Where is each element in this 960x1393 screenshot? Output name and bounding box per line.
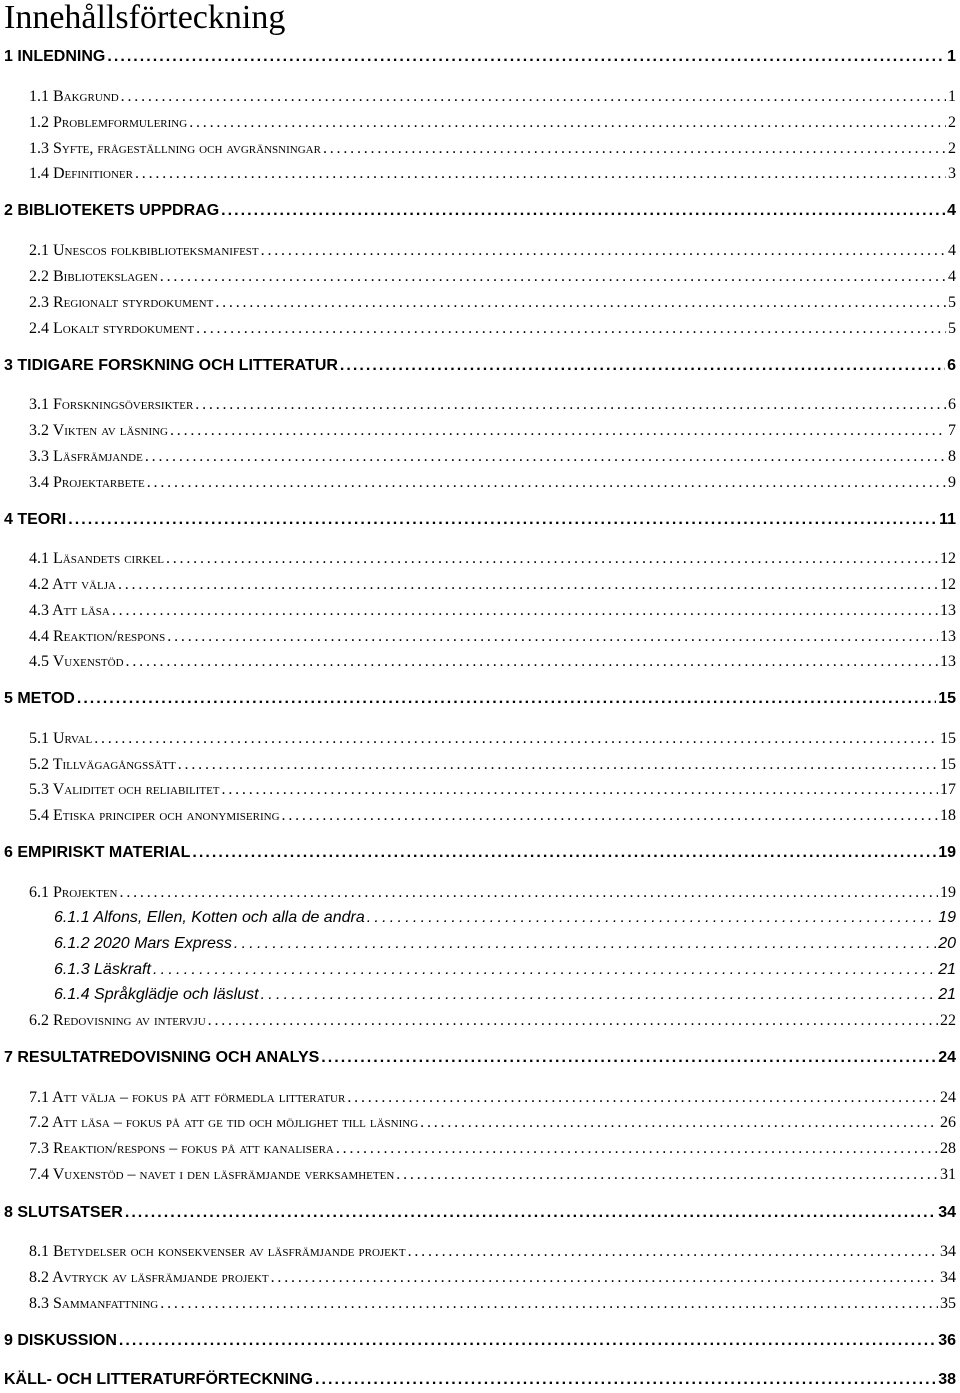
dot-leader [107,48,945,66]
toc-entry-label: 8.2 Avtryck av läsfrämjande projekt [29,1269,269,1286]
dot-leader [160,1295,938,1313]
toc-entry-6-1-3[interactable] [54,961,956,979]
toc-entry-page: 4 [948,268,956,285]
toc-entry-1-1[interactable] [29,88,956,106]
dot-leader [147,474,946,492]
toc-entry-label: 7 RESULTATREDOVISNING OCH ANALYS [4,1049,320,1066]
toc-entry-page: 12 [940,550,956,567]
dot-leader [135,165,946,183]
toc-entry-label: 9 DISKUSSION [4,1332,117,1349]
toc-entry-page: 9 [948,474,956,491]
toc-entry-page: 15 [938,690,956,707]
toc-entry-label: 6.1.3 Läskraft [54,961,151,978]
toc-entry-label: 6.1 Projekten [29,884,118,901]
dot-leader [271,1269,938,1287]
toc-entry-label: 5.1 Urval [29,730,93,747]
toc-entry-page: 1 [947,48,956,65]
dot-leader [234,935,936,953]
toc-entry-7[interactable] [4,1049,956,1067]
toc-entry-page: 15 [940,730,956,747]
toc-entry-page: 7 [948,422,956,439]
toc-entry-label: 4 TEORI [4,511,67,528]
dot-leader [321,1049,936,1067]
toc-entry-page: 2 [948,140,956,157]
toc-entry-page: 24 [938,1049,956,1066]
toc-entry-label: 3.1 Forskningsöversikter [29,396,194,413]
toc-entry-9[interactable] [4,1332,956,1350]
toc-entry-8-1[interactable] [29,1243,956,1261]
toc-entry-label: 1 INLEDNING [4,48,106,65]
toc-entry-4-3[interactable] [29,602,956,620]
dot-leader [166,550,938,568]
toc-entry-page: 19 [938,844,956,861]
dot-leader [94,730,938,748]
toc-entry-label: 4.3 Att läsa [29,602,110,619]
toc-entry-page: 34 [940,1243,956,1260]
dot-leader [145,448,946,466]
toc-entry-5-4[interactable] [29,807,956,825]
dot-leader [215,294,946,312]
dot-leader [68,511,937,529]
toc-entry-page: 19 [938,909,956,926]
toc-entry-label: 5.2 Tillvägagångssätt [29,756,176,773]
toc-entry-label: 2.2 Bibliotekslagen [29,268,158,285]
dot-leader [336,1140,938,1158]
toc-entry-page: 21 [938,961,956,978]
toc-entry-label: 7.4 Vuxenstöd – navet i den läsfrämjande verksamheten [29,1166,395,1183]
dot-leader [119,1332,936,1350]
toc-entry-label: 2.3 Regionalt styrdokument [29,294,214,311]
toc-entry-label: 7.1 Att välja – fokus på att förmedla litteratur [29,1089,346,1106]
toc-entry-8[interactable] [4,1204,956,1222]
dot-leader [126,653,938,671]
toc-entry-label: 1.1 Bakgrund [29,88,119,105]
toc-entry-2-3[interactable] [29,294,956,312]
dot-leader [367,909,936,927]
toc-entry-label: KÄLL- OCH LITTERATURFÖRTECKNING [4,1371,313,1388]
dot-leader [192,844,936,862]
toc-entry-page: 34 [940,1269,956,1286]
toc-entry-3-1[interactable] [29,396,956,414]
toc-entry-7-3[interactable] [29,1140,956,1158]
dot-leader [221,202,945,220]
toc-entry-5-2[interactable] [29,756,956,774]
dot-leader [195,396,946,414]
dot-leader [125,1204,936,1222]
dot-leader [261,242,946,260]
toc-entry-1[interactable] [4,48,956,66]
toc-entry-references[interactable] [4,1371,956,1389]
toc-entry-3-4[interactable] [29,474,956,492]
toc-entry-5-1[interactable] [29,730,956,748]
dot-leader [408,1243,938,1261]
dot-leader [77,690,936,708]
toc-entry-page: 26 [940,1114,956,1131]
toc-entry-2-1[interactable] [29,242,956,260]
toc-entry-6-1-1[interactable] [54,909,956,927]
toc-entry-1-2[interactable] [29,114,956,132]
toc-entry-4-1[interactable] [29,550,956,568]
toc-entry-label: 3 TIDIGARE FORSKNING OCH LITTERATUR [4,357,338,374]
dot-leader [112,602,938,620]
toc-entry-page: 6 [948,396,956,413]
toc-entry-label: 6.1.4 Språkglädje och läslust [54,986,259,1003]
toc-entry-page: 3 [948,165,956,182]
toc-entry-page: 5 [948,320,956,337]
toc-entry-3-2[interactable] [29,422,956,440]
toc-entry-page: 17 [940,781,956,798]
toc-entry-label: 6.2 Redovisning av intervju [29,1012,206,1029]
toc-entry-8-3[interactable] [29,1295,956,1313]
toc-entry-6[interactable] [4,844,956,862]
toc-entry-page: 11 [939,511,956,528]
toc-entry-label: 8 SLUTSATSER [4,1204,123,1221]
dot-leader [420,1114,938,1132]
dot-leader [323,140,946,158]
toc-entry-2-4[interactable] [29,320,956,338]
dot-leader [118,576,938,594]
toc-entry-page: 22 [940,1012,956,1029]
toc-entry-label: 2.4 Lokalt styrdokument [29,320,195,337]
toc-entry-page: 18 [940,807,956,824]
toc-entry-page: 5 [948,294,956,311]
toc-entry-3-3[interactable] [29,448,956,466]
dot-leader [153,961,936,979]
dot-leader [160,268,946,286]
dot-leader [170,422,946,440]
toc-entry-page: 15 [940,756,956,773]
toc-entry-label: 1.3 Syfte, frågeställning och avgränsningar [29,140,321,157]
dot-leader [208,1012,938,1030]
toc-entry-page: 4 [947,202,956,219]
toc-entry-label: 2 BIBLIOTEKETS UPPDRAG [4,202,220,219]
toc-entry-2-2[interactable] [29,268,956,286]
toc-entry-6-2[interactable] [29,1012,956,1030]
toc-entry-1-3[interactable] [29,140,956,158]
dot-leader [189,114,946,132]
toc-entry-label: 6.1.1 Alfons, Ellen, Kotten och alla de andra [54,909,365,926]
toc-entry-page: 8 [948,448,956,465]
dot-leader [167,628,938,646]
dot-leader [120,884,938,902]
page-title: Innehållsförteckning [4,0,286,36]
toc-entry-page: 35 [940,1295,956,1312]
toc-entry-6-1-2[interactable] [54,935,956,953]
dot-leader [282,807,938,825]
toc-entry-label: 8.3 Sammanfattning [29,1295,159,1312]
toc-entry-page: 12 [940,576,956,593]
toc-entry-label: 8.1 Betydelser och konsekvenser av läsfrämjande projekt [29,1243,406,1260]
toc-entry-label: 2.1 Unescos folkbiblioteksmanifest [29,242,259,259]
toc-entry-page: 31 [940,1166,956,1183]
dot-leader [340,357,945,375]
toc-entry-4-4[interactable] [29,628,956,646]
toc-entry-6-1[interactable] [29,884,956,902]
toc-entry-label: 6.1.2 2020 Mars Express [54,935,232,952]
toc-entry-5[interactable] [4,690,956,708]
toc-entry-label: 5.4 Etiska principer och anonymisering [29,807,280,824]
toc-entry-page: 2 [948,114,956,131]
dot-leader [178,756,938,774]
toc-entry-label: 7.3 Reaktion/respons – fokus på att kanalisera [29,1140,334,1157]
toc-entry-6-1-4[interactable] [54,986,956,1004]
toc-entry-page: 36 [938,1332,956,1349]
toc-entry-7-4[interactable] [29,1166,956,1184]
dot-leader [196,320,946,338]
toc-entry-page: 13 [940,628,956,645]
toc-entry-4-5[interactable] [29,653,956,671]
toc-entry-page: 34 [938,1204,956,1221]
toc-entry-label: 1.4 Definitioner [29,165,133,182]
toc-entry-label: 7.2 Att läsa – fokus på att ge tid och möjlighet till läsning [29,1114,419,1131]
toc-entry-7-2[interactable] [29,1114,956,1132]
toc-entry-label: 3.3 Läsfrämjande [29,448,143,465]
toc-entry-page: 6 [947,357,956,374]
toc-entry-page: 4 [948,242,956,259]
toc-entry-page: 13 [940,653,956,670]
dot-leader [396,1166,938,1184]
toc-entry-label: 4.4 Reaktion/respons [29,628,166,645]
dot-leader [315,1371,936,1389]
toc-entry-label: 4.1 Läsandets cirkel [29,550,164,567]
toc-entry-label: 5.3 Validitet och reliabilitet [29,781,220,798]
toc-entry-page: 19 [940,884,956,901]
toc-entry-3[interactable] [4,357,956,375]
toc-entry-page: 20 [938,935,956,952]
toc-entry-label: 3.4 Projektarbete [29,474,145,491]
dot-leader [222,781,938,799]
toc-entry-4-2[interactable] [29,576,956,594]
toc-entry-label: 4.5 Vuxenstöd [29,653,124,670]
toc-entry-label: 4.2 Att välja [29,576,116,593]
toc-entry-page: 28 [940,1140,956,1157]
toc-entry-5-3[interactable] [29,781,956,799]
toc-entry-8-2[interactable] [29,1269,956,1287]
toc-entry-page: 38 [938,1371,956,1388]
toc-entry-page: 24 [940,1089,956,1106]
dot-leader [347,1089,938,1107]
toc-entry-label: 5 METOD [4,690,75,707]
toc-entry-page: 1 [948,88,956,105]
toc-entry-label: 1.2 Problemformulering [29,114,188,131]
toc-entry-4[interactable] [4,511,956,529]
toc-entry-7-1[interactable] [29,1089,956,1107]
toc-entry-1-4[interactable] [29,165,956,183]
toc-entry-2[interactable] [4,202,956,220]
toc-entry-label: 3.2 Vikten av läsning [29,422,168,439]
toc-entry-page: 21 [938,986,956,1003]
dot-leader [121,88,946,106]
dot-leader [261,986,937,1004]
toc-entry-page: 13 [940,602,956,619]
toc-entry-label: 6 EMPIRISKT MATERIAL [4,844,191,861]
